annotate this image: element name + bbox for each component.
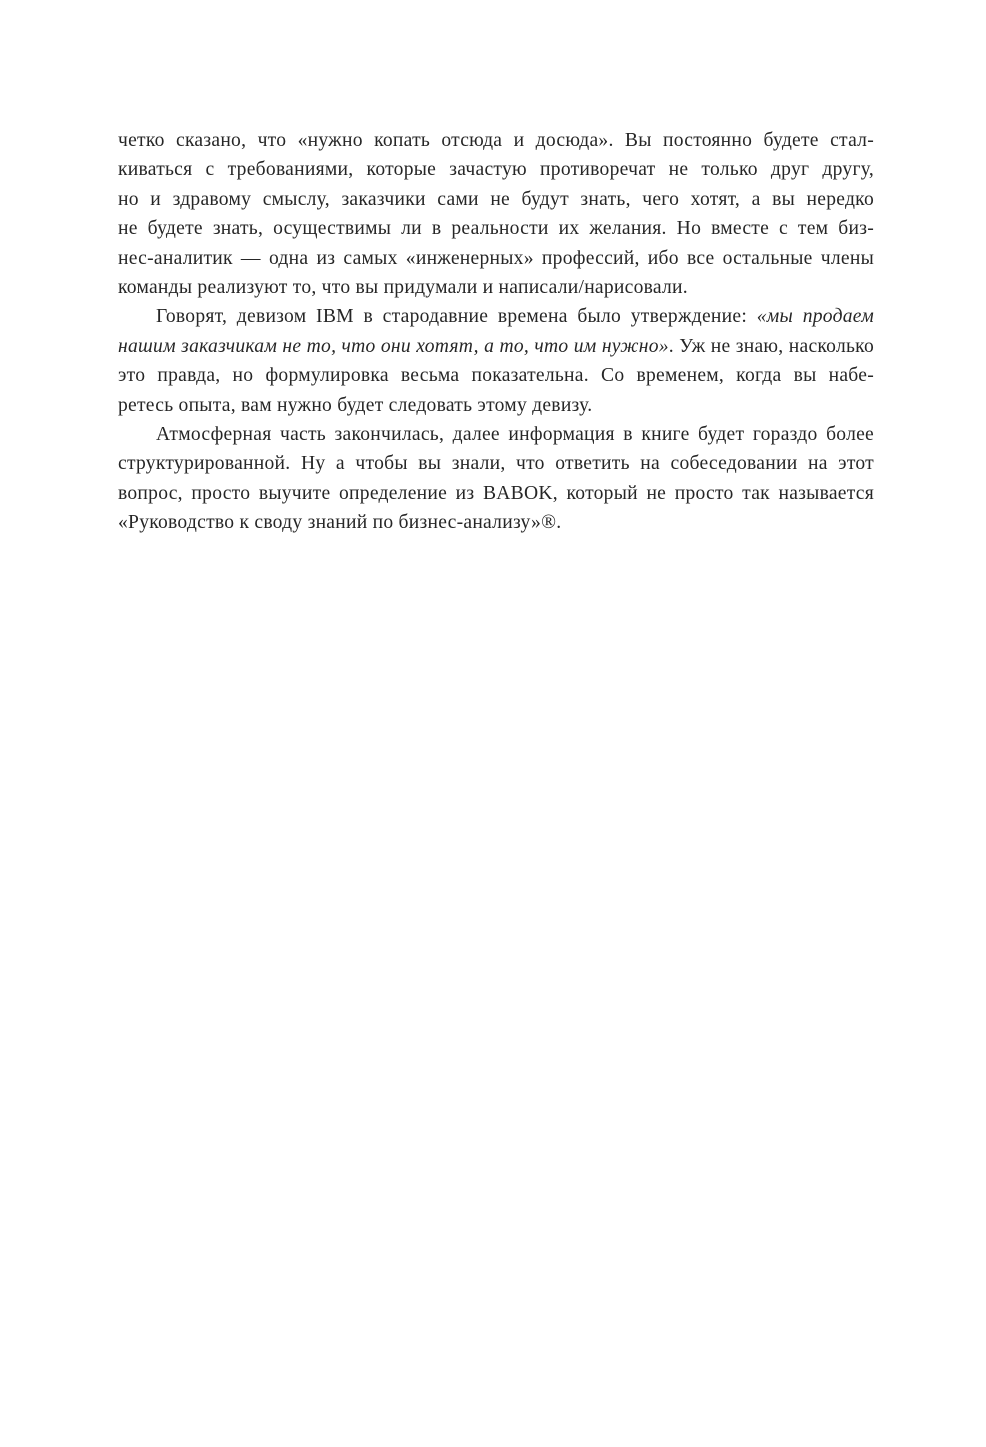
paragraph-1-line-3: но и здравому смыслу, заказчики сами не будут знать, чего хотят, а вы нередко — [118, 188, 874, 210]
paragraph-3-line-2: структурированной. Ну а чтобы вы знали, что ответить на собеседовании на этот — [118, 453, 874, 475]
ibm-motto-quote-start: «мы продаем — [756, 306, 874, 328]
paragraph-3-line-1: Атмосферная часть закончилась, далее информация в книге будет гораздо более — [156, 424, 874, 446]
ibm-motto-quote-end: нашим заказчикам не то, что они хотят, а то, что им нужно» — [118, 335, 669, 357]
paragraph-1 — [118, 126, 874, 302]
page-body — [118, 126, 874, 538]
paragraph-2 — [118, 302, 874, 420]
paragraph-2-line-4: ретесь опыта, вам нужно будет следовать этому девизу. — [118, 394, 593, 416]
paragraph-1-line-5: нес-аналитик — одна из самых «инженерных» профессий, ибо все остальные члены — [118, 247, 874, 269]
paragraph-3-line-4: «Руководство к своду знаний по бизнес-анализу»®. — [118, 512, 562, 534]
paragraph-2-line-1-text: Говорят, девизом IBM в стародавние времена было утверждение: — [156, 306, 757, 328]
paragraph-1-line-4: не будете знать, осуществимы ли в реальности их желания. Но вместе с тем биз- — [118, 218, 874, 240]
paragraph-2-line-2 — [118, 332, 874, 361]
paragraph-1-line-2: киваться с требованиями, которые зачастую противоречат не только друг другу, — [118, 159, 874, 181]
paragraph-2-line-2-text: . Уж не знаю, насколько — [668, 335, 874, 357]
paragraph-1-line-1: четко сказано, что «нужно копать отсюда и досюда». Вы постоянно будете стал- — [118, 130, 874, 151]
paragraph-2-line-3: это правда, но формулировка весьма показательна. Со временем, когда вы набе- — [118, 365, 874, 387]
paragraph-3-line-3: вопрос, просто выучите определение из BABOK, который не просто так называется — [118, 482, 874, 504]
paragraph-3 — [118, 420, 874, 538]
paragraph-2-line-1 — [118, 302, 874, 331]
paragraph-1-line-6: команды реализуют то, что вы придумали и написали/нарисовали. — [118, 277, 688, 299]
